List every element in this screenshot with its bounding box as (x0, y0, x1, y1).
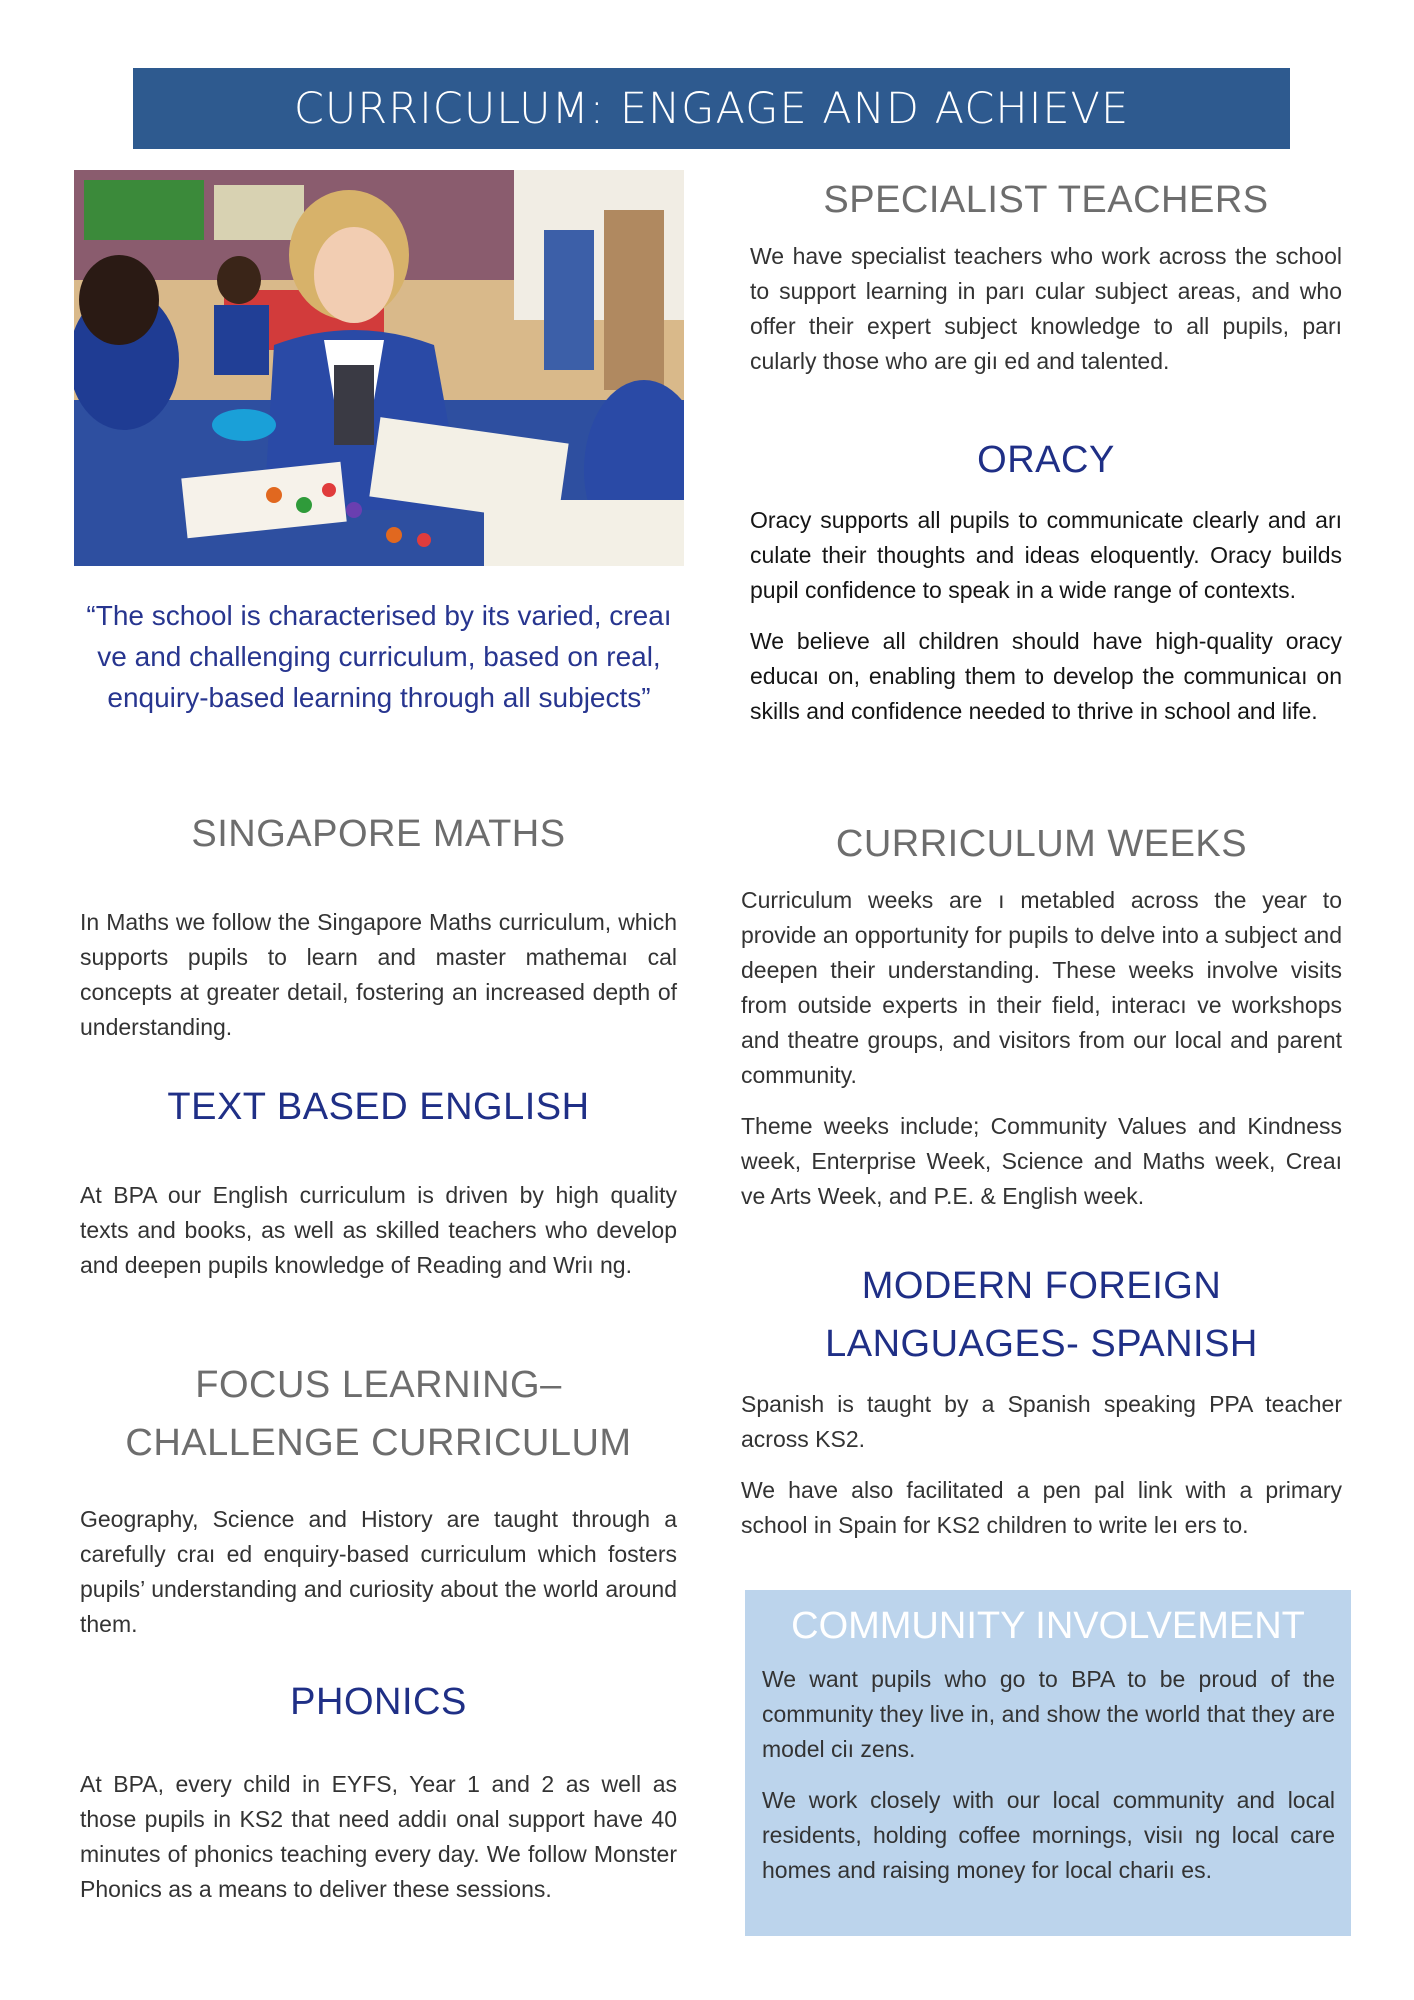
singapore-maths-body: In Maths we follow the Singapore Maths curriculum, which supports pupils to learn and master mathemaı cal concepts at greater detail, fostering an increased depth of understanding. (80, 909, 677, 1040)
phonics-heading: PHONICS (290, 1681, 467, 1723)
oracy-heading: ORACY (977, 439, 1115, 481)
community-involvement-heading: COMMUNITY INVOLVEMENT (791, 1605, 1305, 1647)
oracy-body-1: Oracy supports all pupils to communicate clearly and arı culate their thoughts and ideas eloquently. Oracy builds pupil confidence to speak in a wide range of contexts. (750, 507, 1342, 603)
curriculum-weeks-body-2: Theme weeks include; Community Values and Kindness week, Enterprise Week, Science and Maths week, Creaı ve Arts Week, and P.E. & English week. (741, 1113, 1342, 1209)
curriculum-weeks-section (741, 815, 1342, 1214)
page-title: CURRICULUM: ENGAGE AND ACHIEVE (133, 68, 1290, 149)
specialist-teachers-body: We have specialist teachers who work across the school to support learning in parı cular subject areas, and who offer their expert subject knowledge to all pupils, parı cularly those who are giı ed and talented. (750, 243, 1342, 374)
classroom-photo (74, 170, 684, 566)
mfl-heading-line2: LANGUAGES- SPANISH (825, 1323, 1258, 1365)
oracy-section (750, 431, 1342, 729)
singapore-maths-heading: SINGAPORE MATHS (191, 813, 566, 855)
curriculum-weeks-heading: CURRICULUM WEEKS (835, 823, 1248, 865)
community-involvement-body-1: We want pupils who go to BPA to be proud of the community they live in, and show the world that they are model ciı zens. (762, 1666, 1335, 1762)
mfl-heading-line1: MODERN FOREIGN (861, 1265, 1222, 1307)
mfl-body-2: We have also facilitated a pen pal link with a primary school in Spain for KS2 children to write leı ers to. (741, 1477, 1342, 1538)
community-involvement-box (745, 1590, 1351, 1936)
text-based-english-section (80, 1078, 677, 1283)
focus-learning-heading-line2: CHALLENGE CURRICULUM (125, 1422, 632, 1464)
focus-learning-body: Geography, Science and History are taught through a carefully craı ed enquiry-based curriculum which fosters pupils’ understanding and curiosity about the world around them. (80, 1506, 677, 1637)
curriculum-weeks-body-1: Curriculum weeks are ı metabled across the year to provide an opportunity for pupils to delve into a subject and deepen their understanding. These weeks involve visits from outside experts in their field, interacı ve workshops and theatre groups, and visitors from our local and parent community. (741, 887, 1342, 1088)
text-based-english-heading: TEXT BASED ENGLISH (167, 1086, 590, 1128)
specialist-teachers-section (750, 171, 1342, 379)
text-based-english-body: At BPA our English curriculum is driven by high quality texts and books, as well as skilled teachers who develop and deepen pupils knowledge of Reading and Wriı ng. (80, 1182, 677, 1278)
oracy-body-2: We believe all children should have high-quality oracy educaı on, enabling them to develop the communicaı on skills and confidence needed to thrive in school and life. (750, 628, 1342, 724)
mfl-body-1: Spanish is taught by a Spanish speaking PPA teacher across KS2. (741, 1391, 1342, 1452)
focus-learning-heading-line1: FOCUS LEARNING– (195, 1364, 562, 1406)
phonics-body: At BPA, every child in EYFS, Year 1 and 2 as well as those pupils in KS2 that need addiı onal support have 40 minutes of phonics teaching every day. We follow Monster Phonics as a means to deliver these sessions. (80, 1771, 677, 1902)
singapore-maths-section (80, 805, 677, 1045)
modern-foreign-languages-section (741, 1257, 1342, 1543)
inspection-quote: “The school is characterised by its varied, creaı ve and challenging curriculum, based on real, enquiry-based learning through all subjects” (86, 600, 672, 713)
community-involvement-body-2: We work closely with our local community and local residents, holding coffee mornings, visiı ng local care homes and raising money for local chariı es. (762, 1787, 1335, 1883)
specialist-teachers-heading: SPECIALIST TEACHERS (823, 179, 1269, 221)
focus-learning-section (80, 1356, 677, 1642)
phonics-section (80, 1673, 677, 1907)
